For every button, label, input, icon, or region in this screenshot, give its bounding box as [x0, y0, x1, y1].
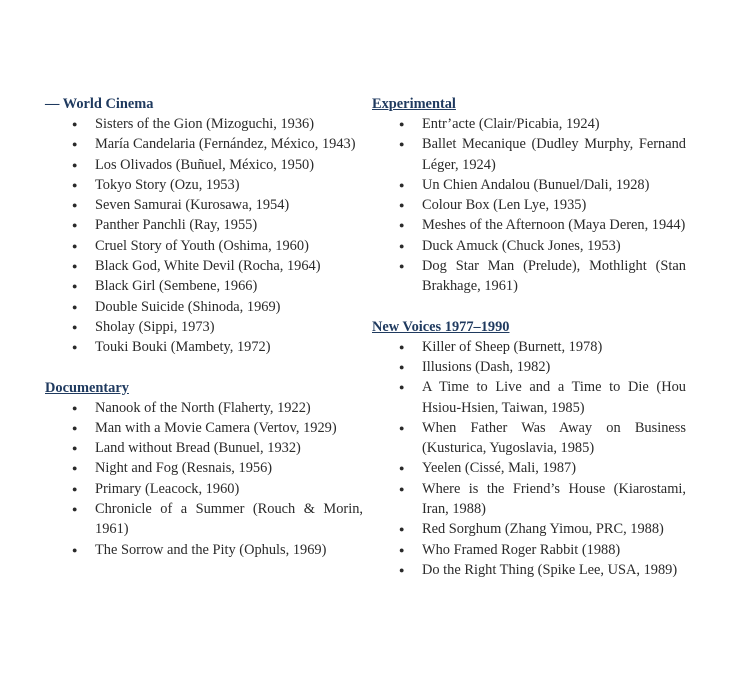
- list-item: ● When Father Was Away on Business (Kusturica, Yugoslavia, 1985): [372, 418, 686, 459]
- list-item: ● Tokyo Story (Ozu, 1953): [45, 175, 363, 195]
- list-item: ● Night and Fog (Resnais, 1956): [45, 458, 363, 478]
- left-column: [45, 94, 363, 560]
- list-item: ● Los Olivados (Buñuel, México, 1950): [45, 155, 363, 175]
- film-list-documentary: [45, 398, 363, 560]
- section-heading-documentary: Documentary: [45, 379, 129, 396]
- section-experimental: [372, 94, 686, 297]
- film-list-experimental: [372, 114, 686, 297]
- list-item: ● Nanook of the North (Flaherty, 1922): [45, 398, 363, 418]
- list-item: ● María Candelaria (Fernández, México, 1943): [45, 134, 363, 154]
- list-item: ● Panther Panchli (Ray, 1955): [45, 215, 363, 235]
- list-item: ● Land without Bread (Bunuel, 1932): [45, 438, 363, 458]
- list-item: ● Double Suicide (Shinoda, 1969): [45, 297, 363, 317]
- list-item: ● Where is the Friend’s House (Kiarostami, Iran, 1988): [372, 479, 686, 520]
- film-list-new-voices: [372, 337, 686, 581]
- section-new-voices: [372, 317, 686, 581]
- list-item: ● Sholay (Sippi, 1973): [45, 317, 363, 337]
- right-column: [372, 94, 686, 580]
- list-item: ● Meshes of the Afternoon (Maya Deren, 1944): [372, 215, 686, 235]
- section-heading-new-voices: New Voices 1977–1990: [372, 318, 510, 335]
- list-item: ● Illusions (Dash, 1982): [372, 357, 686, 377]
- list-item: ● Dog Star Man (Prelude), Mothlight (Stan Brakhage, 1961): [372, 256, 686, 297]
- list-item: ● Black Girl (Sembene, 1966): [45, 276, 363, 296]
- list-item: ● A Time to Live and a Time to Die (Hou Hsiou-Hsien, Taiwan, 1985): [372, 377, 686, 418]
- list-item: ● Primary (Leacock, 1960): [45, 479, 363, 499]
- list-item: ● Cruel Story of Youth (Oshima, 1960): [45, 236, 363, 256]
- list-item: ● Black God, White Devil (Rocha, 1964): [45, 256, 363, 276]
- list-item: ● Man with a Movie Camera (Vertov, 1929): [45, 418, 363, 438]
- section-heading-experimental: Experimental: [372, 96, 456, 112]
- list-item: ● Seven Samurai (Kurosawa, 1954): [45, 195, 363, 215]
- list-item: ● Yeelen (Cissé, Mali, 1987): [372, 458, 686, 478]
- list-item: ● Duck Amuck (Chuck Jones, 1953): [372, 236, 686, 256]
- list-item: ● Red Sorghum (Zhang Yimou, PRC, 1988): [372, 519, 686, 539]
- list-item: ● Who Framed Roger Rabbit (1988): [372, 540, 686, 560]
- list-item: ● Ballet Mecanique (Dudley Murphy, Fernand Léger, 1924): [372, 134, 686, 175]
- list-item: ● Entr’acte (Clair/Picabia, 1924): [372, 114, 686, 134]
- list-item: ● Colour Box (Len Lye, 1935): [372, 195, 686, 215]
- list-item: ● Killer of Sheep (Burnett, 1978): [372, 337, 686, 357]
- section-documentary: [45, 378, 363, 560]
- section-world-cinema: [45, 94, 363, 358]
- list-item: ● Chronicle of a Summer (Rouch & Morin, 1961): [45, 499, 363, 540]
- list-item: ● Touki Bouki (Mambety, 1972): [45, 337, 363, 357]
- list-item: ● Sisters of the Gion (Mizoguchi, 1936): [45, 114, 363, 134]
- section-heading-world-cinema: — World Cinema: [45, 96, 154, 112]
- list-item: ● The Sorrow and the Pity (Ophuls, 1969): [45, 540, 363, 560]
- list-item: ● Un Chien Andalou (Bunuel/Dali, 1928): [372, 175, 686, 195]
- list-item: ● Do the Right Thing (Spike Lee, USA, 1989): [372, 560, 686, 580]
- film-list-world-cinema: [45, 114, 363, 358]
